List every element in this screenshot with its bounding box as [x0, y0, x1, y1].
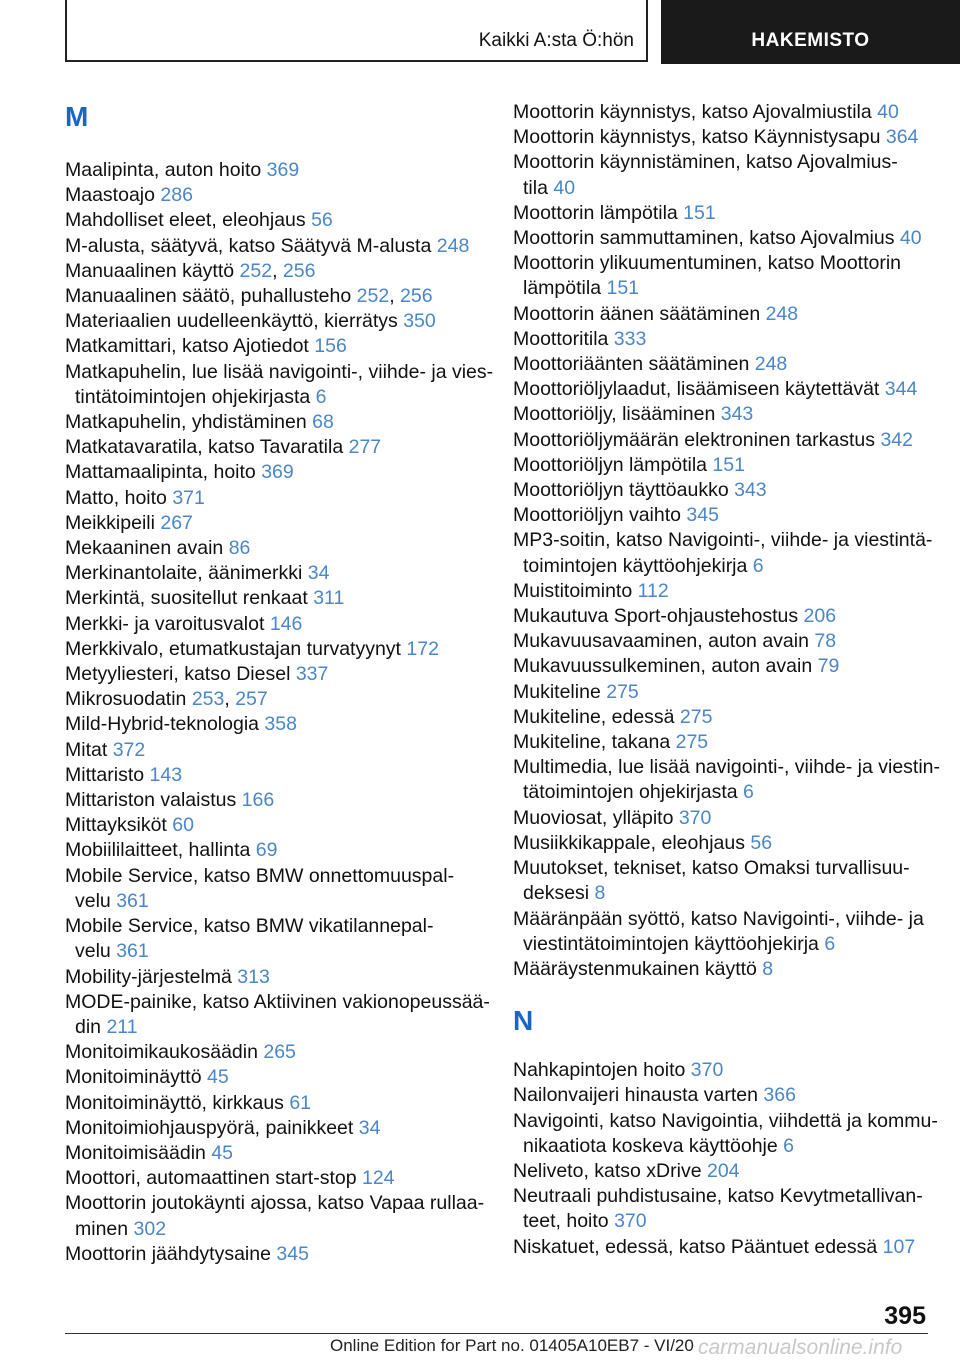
index-entry	[513, 251, 933, 301]
entry-text: Mukavuussulkeminen, auton avain	[513, 655, 818, 678]
entry-text: Maastoajo	[65, 184, 161, 207]
watermark: carmanualsonline.info	[698, 1336, 903, 1359]
entry-text: Monitoiminäyttö	[65, 1066, 207, 1089]
entry-text: Mittaristo	[65, 763, 150, 786]
entry-text: Moottorin käynnistys, katso Ajovalmiustila	[513, 101, 878, 123]
entry-text: Matkatavaratila, katso Tavaratila	[65, 436, 349, 459]
index-entry	[65, 712, 485, 737]
page-link[interactable]: 342	[880, 428, 913, 451]
page-header	[0, 0, 960, 68]
index-entry	[513, 1235, 933, 1260]
entry-text: Mitat	[65, 738, 113, 761]
page-link[interactable]: 302	[133, 1217, 167, 1240]
index-entry	[513, 377, 933, 402]
entry-text: Nahkapintojen hoito	[513, 1059, 691, 1082]
entry-text: Mobile Service, katso BMW onnettomuuspal-	[65, 864, 455, 887]
entry-text: Matkapuhelin, yhdistäminen	[65, 411, 313, 434]
entry-text: Moottorin käynnistys, katso Käynnistysapu	[513, 126, 886, 149]
index-entry	[65, 309, 485, 334]
entry-text-continued: tila	[523, 176, 554, 199]
index-entry	[513, 629, 933, 654]
index-entry	[65, 435, 485, 460]
index-entry	[65, 410, 485, 435]
page-link[interactable]: 265	[263, 1041, 296, 1064]
page-link[interactable]: 34	[307, 562, 330, 585]
index-entry	[513, 730, 933, 755]
page-link[interactable]: 361	[116, 940, 149, 963]
entry-text: Manuaalinen säätö, puhallusteho	[65, 285, 357, 308]
page-link[interactable]: 372	[112, 738, 146, 761]
index-entry	[65, 813, 485, 838]
page-link[interactable]: 343	[720, 403, 754, 426]
index-entry	[513, 478, 933, 503]
page-link[interactable]: 6	[752, 554, 764, 577]
entry-text-continued: teet, hoito	[523, 1210, 615, 1233]
index-entry	[513, 1083, 933, 1108]
entry-text: Moottoriöljymäärän elektroninen tarkastus	[513, 428, 881, 451]
index-entry	[65, 1166, 485, 1191]
entry-text: Mattamaalipinta, hoito	[65, 461, 262, 484]
index-column-right	[513, 100, 941, 1260]
page-link[interactable]: 79	[817, 655, 840, 678]
page-link[interactable]: 248	[436, 234, 470, 257]
entry-text: Navigointi, katso Navigointia, viihdettä ja kommu-	[513, 1109, 938, 1132]
page-link[interactable]: 345	[276, 1242, 309, 1265]
entry-text: Mahdolliset eleet, eleohjaus	[65, 209, 312, 232]
index-entry	[65, 864, 485, 914]
index-entry	[513, 755, 941, 805]
index-entry	[65, 738, 485, 763]
entry-text: Moottorin ylikuumentuminen, katso Moottorin	[513, 252, 902, 275]
index-entry	[513, 302, 933, 327]
entry-text: Monitoimiohjauspyörä, painikkeet	[65, 1116, 359, 1139]
page-link[interactable]: 364	[885, 126, 919, 149]
entry-text: Mobility-järjestelmä	[65, 965, 238, 988]
entry-text: Mukiteline, takana	[513, 731, 676, 754]
page-link[interactable]: 256	[282, 259, 316, 282]
entry-text: Moottorin joutokäynti ajossa, katso Vapaa rullaa-	[65, 1192, 485, 1215]
entry-text: Muistitoiminto	[513, 579, 638, 602]
index-entry	[65, 1040, 485, 1065]
entry-text: Mobile Service, katso BMW vikatilannepal-	[65, 915, 434, 938]
page-link[interactable]: 267	[160, 511, 193, 534]
page-link[interactable]: 172	[406, 637, 439, 660]
index-entry	[65, 158, 485, 183]
page-number: 395	[884, 1302, 926, 1330]
page-link[interactable]: 248	[754, 353, 788, 376]
page-link[interactable]: 370	[614, 1210, 647, 1233]
page-link[interactable]: 286	[160, 184, 193, 207]
index-entry	[65, 965, 485, 990]
entry-text-continued: lämpötila	[523, 277, 607, 300]
index-entry	[513, 150, 933, 200]
index-entry	[513, 1184, 933, 1234]
index-entry	[513, 428, 933, 453]
page-link[interactable]: 358	[264, 713, 297, 736]
entry-text: Moottoriäänten säätäminen	[513, 353, 755, 376]
page-link[interactable]: 40	[553, 176, 576, 199]
footer-divider	[65, 1333, 928, 1334]
entry-text: MODE-painike, katso Aktiivinen vakionopeussää-	[65, 990, 490, 1013]
page-link[interactable]: 253	[191, 688, 225, 711]
page-link[interactable]: 313	[237, 965, 270, 988]
index-entry	[513, 100, 933, 125]
entry-text: Moottorin käynnistäminen, katso Ajovalmius-	[513, 151, 898, 174]
page-link[interactable]: 337	[295, 663, 329, 686]
index-entry	[65, 1242, 485, 1267]
page-link[interactable]: 8	[594, 882, 606, 905]
entry-text: Merkinantolaite, äänimerkki	[65, 562, 308, 585]
page-link[interactable]: 370	[678, 806, 712, 829]
index-entry	[65, 662, 485, 687]
index-entry	[65, 334, 485, 359]
index-entry	[65, 1141, 485, 1166]
index-tab-label: HAKEMISTO	[751, 30, 870, 51]
page-link[interactable]: 40	[877, 101, 899, 123]
entry-text: Mukiteline, edessä	[513, 705, 680, 728]
index-entry: Manuaalinen säätö, puhallusteho 252, 256	[65, 285, 433, 308]
page-link[interactable]: 61	[289, 1091, 312, 1114]
section-tab	[65, 0, 648, 62]
index-entry	[65, 208, 485, 233]
page-link[interactable]: 252	[356, 285, 390, 308]
entry-text: Mekaaninen avain	[65, 537, 229, 560]
entry-text-continued: tintätoimintojen ohjekirjasta	[75, 385, 316, 408]
entry-text: Multimedia, lue lisää navigointi-, viihde- ja viestin-	[513, 756, 941, 779]
index-entry: Manuaalinen käyttö 252, 256	[65, 259, 316, 282]
index-entry	[513, 654, 933, 679]
page-link[interactable]: 369	[261, 461, 294, 484]
page-link[interactable]: 252	[239, 259, 273, 282]
page-link[interactable]: 56	[750, 831, 773, 854]
index-entry	[513, 1109, 938, 1159]
page-link[interactable]: 68	[312, 411, 334, 434]
page-link[interactable]: 248	[765, 302, 799, 325]
index-entry	[513, 604, 933, 629]
entry-text: Mild-Hybrid-teknologia	[65, 713, 265, 736]
page-link[interactable]: 6	[824, 932, 836, 955]
entry-text: Mukautuva Sport-ohjaustehostus	[513, 605, 804, 628]
page-link[interactable]: 112	[637, 579, 669, 602]
entry-text: Moottoriöljyn vaihto	[513, 504, 687, 527]
entry-text: Monitoiminäyttö, kirkkaus	[65, 1091, 290, 1114]
index-entry	[513, 402, 933, 427]
page-link[interactable]: 69	[255, 839, 278, 862]
entry-text-continued: tätoimintojen ohjekirjasta	[523, 781, 744, 804]
index-entry	[513, 705, 933, 730]
page-link[interactable]: 151	[606, 277, 640, 300]
index-entry	[513, 579, 933, 604]
index-entry	[65, 360, 494, 410]
entry-text-continued: deksesi	[523, 882, 595, 905]
entry-text: Mukavuusavaaminen, auton avain	[513, 630, 815, 653]
page-link[interactable]: 366	[763, 1084, 796, 1107]
entry-text: Monitoimisäädin	[65, 1141, 212, 1164]
index-entry	[513, 957, 933, 982]
page-link[interactable]: 107	[882, 1235, 916, 1258]
page-link[interactable]: 6	[783, 1134, 795, 1157]
entry-text: MP3-soitin, katso Navigointi-, viihde- ja viestintä-	[513, 529, 933, 552]
entry-text: Matkapuhelin, lue lisää navigointi-, viihde- ja vies-	[65, 360, 494, 383]
entry-text: Moottorin jäähdytysaine	[65, 1242, 277, 1265]
page-link[interactable]: 56	[311, 209, 333, 232]
index-entry	[513, 1058, 933, 1083]
index-entry	[513, 453, 933, 478]
index-entry: Mikrosuodatin 253, 257	[65, 688, 268, 711]
entry-text: Maalipinta, auton hoito	[65, 159, 267, 181]
page-link[interactable]: 86	[228, 537, 251, 560]
index-entry	[65, 990, 490, 1040]
entry-text: Nailonvaijeri hinausta varten	[513, 1084, 764, 1107]
index-entry	[65, 637, 485, 662]
entry-text: Moottoriöljy, lisääminen	[513, 403, 721, 426]
page-link[interactable]: 370	[690, 1059, 724, 1082]
page-link[interactable]: 45	[211, 1141, 234, 1164]
page-link[interactable]: 151	[683, 201, 716, 224]
entry-text: Matkamittari, katso Ajotiedot	[65, 335, 315, 358]
page-link[interactable]: 166	[241, 789, 275, 812]
index-entry	[65, 1191, 485, 1241]
index-entry	[65, 586, 485, 611]
entry-text: Moottorin lämpötila	[513, 201, 684, 224]
page-link[interactable]: 204	[706, 1159, 740, 1182]
entry-text: Manuaalinen käyttö	[65, 259, 240, 282]
page-link[interactable]: 143	[149, 763, 183, 786]
page-link[interactable]: 333	[613, 327, 647, 350]
entry-text: Mittariston valaistus	[65, 789, 242, 812]
page-link[interactable]: 45	[206, 1066, 229, 1089]
page-link[interactable]: 371	[172, 486, 205, 509]
index-entry	[513, 831, 933, 856]
page-link[interactable]: 256	[400, 285, 433, 308]
index-entry	[65, 788, 485, 813]
entry-text-continued: velu	[75, 940, 117, 963]
page-link[interactable]: 277	[348, 436, 382, 459]
entry-text-continued: nikaatiota koskeva käyttöohje	[523, 1134, 784, 1157]
entry-text: Merkintä, suositellut renkaat	[65, 587, 314, 610]
entry-text: Materiaalien uudelleenkäyttö, kierrätys	[65, 310, 404, 333]
section-letter: N	[513, 1005, 534, 1037]
index-entry	[513, 503, 933, 528]
page-link[interactable]: 156	[314, 335, 347, 358]
index-entry	[513, 1159, 933, 1184]
index-entry	[65, 561, 485, 586]
page-link[interactable]: 40	[899, 227, 922, 250]
page-link[interactable]: 311	[313, 587, 345, 610]
index-entry	[65, 234, 485, 259]
entry-text: Mittayksiköt	[65, 814, 173, 837]
entry-text: Moottori, automaattinen start-stop	[65, 1167, 362, 1190]
entry-text: Merkki- ja varoitusvalot	[65, 612, 270, 635]
index-entry	[513, 856, 933, 906]
entry-text: Moottoritila	[513, 327, 614, 350]
entry-text: Moottorin äänen säätäminen	[513, 302, 766, 325]
entry-text-continued: toimintojen käyttöohjekirja	[523, 554, 753, 577]
entry-text: Neutraali puhdistusaine, katso Kevytmetallivan-	[513, 1185, 923, 1208]
index-entry	[513, 680, 933, 705]
entry-text: Mikrosuodatin	[65, 688, 192, 711]
index-entry	[513, 907, 933, 957]
page-link[interactable]: 343	[734, 479, 767, 502]
page-link[interactable]: 146	[269, 612, 303, 635]
index-entry	[65, 1091, 485, 1116]
section-tab-label: Kaikki A:sta Ö:hön	[478, 30, 634, 51]
index-entry	[65, 838, 485, 863]
index-entry	[513, 528, 933, 578]
entry-text: Matto, hoito	[65, 486, 173, 509]
page-link[interactable]: 78	[814, 630, 837, 653]
page-link[interactable]: 60	[172, 814, 194, 837]
entry-text: Määräystenmukainen käyttö	[513, 957, 763, 980]
index-entry	[513, 201, 933, 226]
index-entry	[513, 327, 933, 352]
index-entry	[65, 460, 485, 485]
index-entry	[513, 226, 933, 251]
edition-text: Online Edition for Part no. 01405A10EB7 - VI/20	[330, 1336, 694, 1355]
entry-text: Meikkipeili	[65, 511, 161, 534]
index-entry	[65, 914, 485, 964]
entry-text: Mukiteline	[513, 680, 607, 703]
index-entry	[513, 352, 933, 377]
index-tab	[661, 0, 960, 64]
entry-text-continued: din	[75, 1015, 107, 1038]
page-link[interactable]: 257	[235, 688, 268, 711]
page-link[interactable]: 34	[358, 1116, 381, 1139]
index-entry	[65, 536, 485, 561]
page-link[interactable]: 8	[762, 957, 774, 980]
page-link[interactable]: 369	[266, 159, 300, 181]
entry-text: Moottoriöljyn lämpötila	[513, 453, 713, 476]
page-link[interactable]: 275	[675, 731, 709, 754]
entry-text-continued: minen	[75, 1217, 134, 1240]
index-entry	[65, 1116, 485, 1141]
entry-text: Mobiililaitteet, hallinta	[65, 839, 256, 862]
entry-text: Moottoriöljyn täyttöaukko	[513, 479, 735, 502]
index-entry	[513, 806, 933, 831]
entry-text: Musiikkikappale, eleohjaus	[513, 831, 751, 854]
index-entry	[65, 612, 485, 637]
entry-text: Metyyliesteri, katso Diesel	[65, 663, 296, 686]
entry-text: M-alusta, säätyvä, katso Säätyvä M-alusta	[65, 234, 437, 257]
page-link[interactable]: 275	[606, 680, 639, 703]
index-entry	[65, 763, 485, 788]
entry-text: Neliveto, katso xDrive	[513, 1159, 707, 1182]
entry-text: Määränpään syöttö, katso Navigointi-, viihde- ja	[513, 907, 924, 930]
index-entry	[65, 486, 485, 511]
page-link[interactable]: 206	[803, 605, 837, 628]
entry-text: Monitoimikaukosäädin	[65, 1041, 264, 1064]
section-letter: M	[65, 101, 89, 132]
page-link[interactable]: 275	[679, 705, 713, 728]
entry-text-continued: viestintätoimintojen käyttöohjekirja	[523, 932, 825, 955]
page-link[interactable]: 6	[315, 385, 327, 408]
index-entry	[65, 511, 485, 536]
entry-text-continued: velu	[75, 889, 117, 912]
index-column-left	[65, 100, 494, 1267]
index-entry	[513, 125, 933, 150]
entry-text: Moottoriöljylaadut, lisäämiseen käytettävät	[513, 378, 885, 401]
entry-text: Merkkivalo, etumatkustajan turvatyynyt	[65, 637, 407, 660]
page-link[interactable]: 124	[361, 1167, 395, 1190]
entry-text: Muoviosat, ylläpito	[513, 806, 679, 829]
page-link[interactable]: 6	[743, 781, 754, 804]
entry-text: Niskatuet, edessä, katso Pääntuet edessä	[513, 1235, 883, 1258]
page-link[interactable]: 345	[686, 504, 719, 527]
entry-text: Moottorin sammuttaminen, katso Ajovalmius	[513, 227, 900, 250]
page-link[interactable]: 350	[403, 310, 436, 333]
page-link[interactable]: 151	[712, 453, 745, 476]
page-link[interactable]: 211	[106, 1015, 138, 1038]
page-link[interactable]: 361	[116, 889, 149, 912]
index-entry	[65, 183, 485, 208]
entry-text: Muutokset, tekniset, katso Omaksi turvallisuu-	[513, 857, 910, 880]
page-link[interactable]: 344	[884, 378, 918, 401]
index-entry	[65, 1065, 485, 1090]
